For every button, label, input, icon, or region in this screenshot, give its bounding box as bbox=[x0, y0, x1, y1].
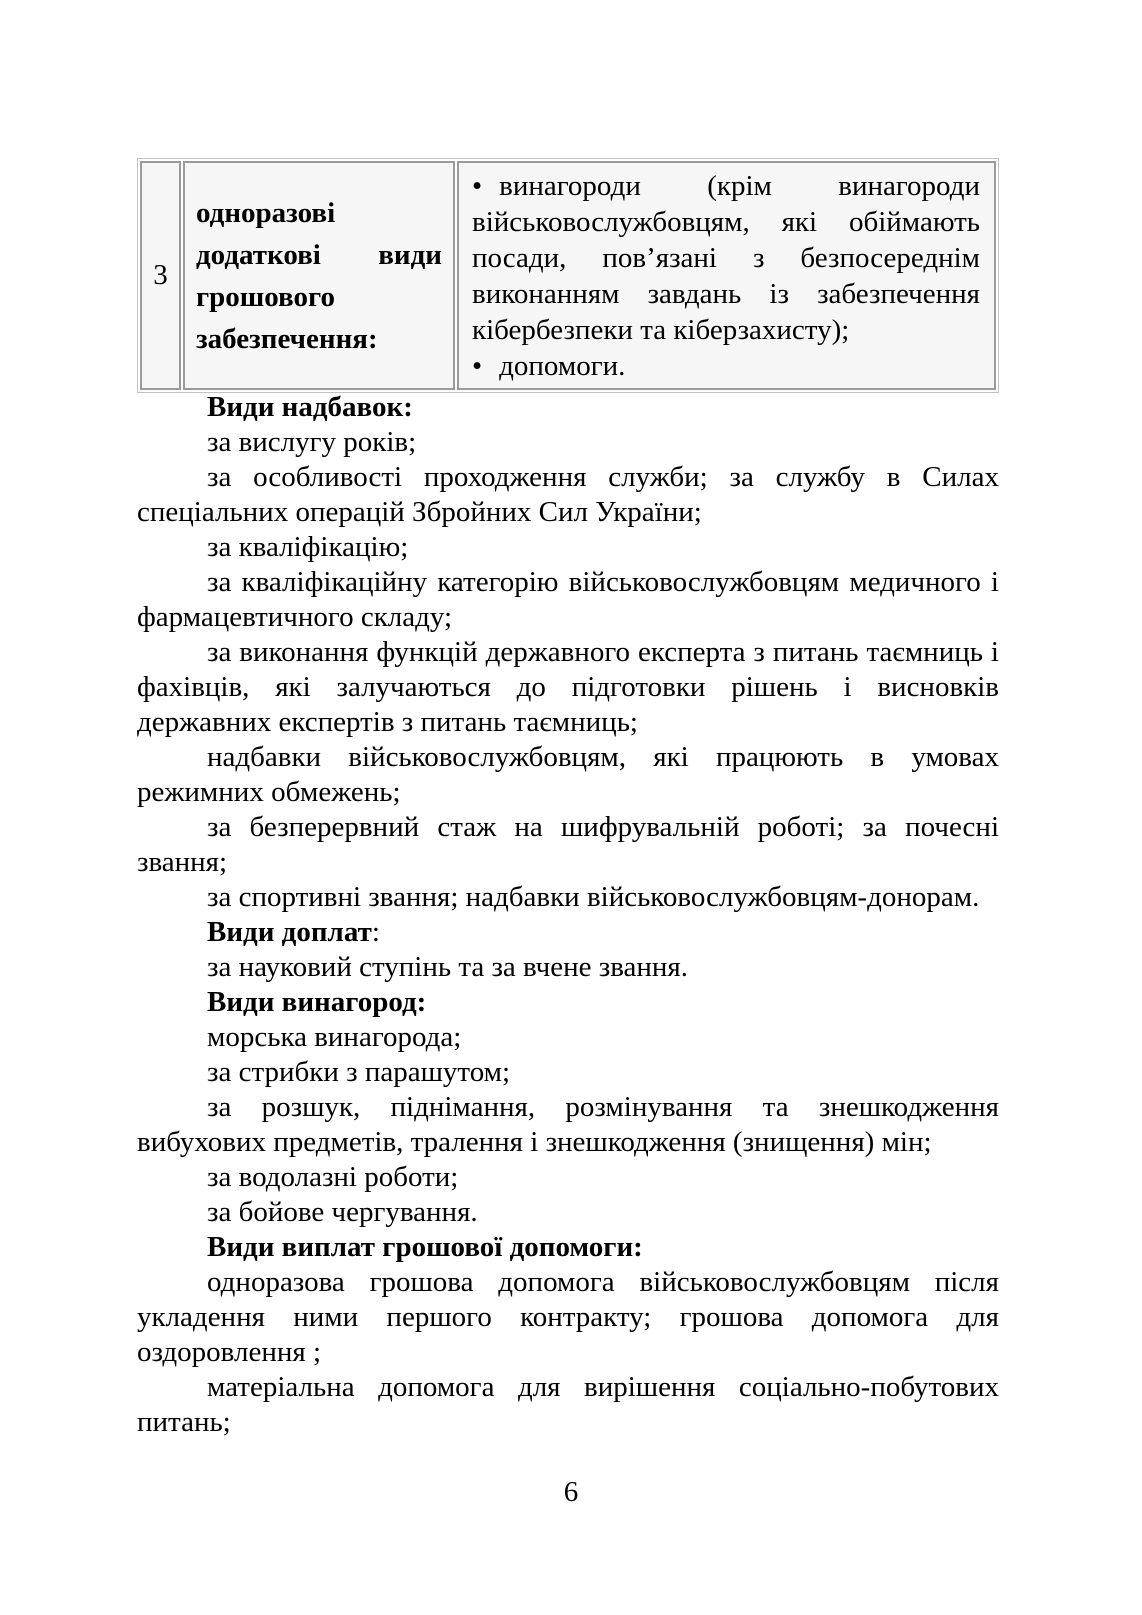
paragraph-text: матеріальна допомога для вирішення соціально-побутових питань; bbox=[137, 1371, 999, 1438]
body-paragraph bbox=[137, 530, 999, 565]
body-paragraph bbox=[137, 740, 999, 810]
paragraph-bold: Види надбавок: bbox=[207, 391, 413, 423]
table-label: одноразові додаткові види грошового забезпечення: bbox=[196, 196, 442, 355]
body-paragraph bbox=[137, 1160, 999, 1195]
body-paragraph bbox=[137, 390, 999, 425]
paragraph-bold: Види виплат грошової допомоги: bbox=[207, 1231, 643, 1263]
body-text bbox=[137, 390, 999, 1440]
table-row-number-cell bbox=[140, 161, 181, 390]
list-item-text: винагороди (крім винагороди військовослужбовцям, які обіймають посади, пов’язані з безпосереднім виконанням завдань із забезпечення кібербезпеки та кіберзахисту); bbox=[472, 170, 980, 346]
body-paragraph bbox=[137, 1195, 999, 1230]
body-paragraph bbox=[137, 1055, 999, 1090]
body-paragraph bbox=[137, 1090, 999, 1160]
paragraph-text: морська винагорода; bbox=[207, 1021, 462, 1053]
paragraph-bold: Види винагород: bbox=[207, 986, 427, 1018]
paragraph-text: за особливості проходження служби; за службу в Силах спеціальних операцій Збройних Сил України; bbox=[137, 461, 999, 528]
paragraph-text: за кваліфікацію; bbox=[207, 531, 409, 563]
body-paragraph bbox=[137, 565, 999, 635]
paragraph-text: за кваліфікаційну категорію військовослужбовцям медичного і фармацевтичного складу; bbox=[137, 566, 999, 633]
row-number: 3 bbox=[153, 259, 168, 291]
bullet-icon: • bbox=[472, 170, 483, 202]
paragraph-text: за водолазні роботи; bbox=[207, 1161, 459, 1193]
paragraph-text: надбавки військовослужбовцям, які працюють в умовах режимних обмежень; bbox=[137, 741, 999, 808]
table-label-cell bbox=[183, 161, 455, 390]
paragraph-text: за спортивні звання; надбавки військовослужбовцям-донорам. bbox=[207, 881, 980, 913]
allowances-table bbox=[137, 158, 999, 393]
body-paragraph bbox=[137, 1230, 999, 1265]
paragraph-text: за безперервний стаж на шифрувальній роботі; за почесні звання; bbox=[137, 811, 999, 878]
body-paragraph bbox=[137, 1020, 999, 1055]
body-paragraph bbox=[137, 425, 999, 460]
list-item bbox=[472, 348, 980, 384]
body-paragraph bbox=[137, 810, 999, 880]
paragraph-text: за бойове чергування. bbox=[207, 1196, 478, 1228]
page-number: 6 bbox=[563, 1476, 579, 1508]
bullet-icon: • bbox=[472, 350, 483, 382]
paragraph-text: за виконання функцій державного експерта з питань таємниць і фахівців, які залучаються до підготовки рішень і висновків державних експертів з питань таємниць; bbox=[137, 636, 999, 738]
paragraph-bold: Види доплат bbox=[207, 916, 372, 948]
paragraph-text: за науковий ступінь та за вчене звання. bbox=[207, 951, 689, 983]
list-item bbox=[472, 168, 980, 348]
paragraph-text: одноразова грошова допомога військовослужбовцям після укладення ними першого контракту; грошова допомога для оздоровлення ; bbox=[137, 1266, 999, 1368]
body-paragraph bbox=[137, 915, 999, 950]
body-paragraph bbox=[137, 460, 999, 530]
body-paragraph bbox=[137, 635, 999, 740]
table-content-cell bbox=[457, 161, 996, 390]
list-item-text: допомоги. bbox=[499, 350, 626, 382]
body-paragraph bbox=[137, 1265, 999, 1370]
paragraph-text: : bbox=[371, 916, 380, 948]
body-paragraph bbox=[137, 880, 999, 915]
table-row bbox=[140, 161, 996, 390]
paragraph-text: за вислугу років; bbox=[207, 426, 417, 458]
paragraph-text: за розшук, піднімання, розмінування та знешкодження вибухових предметів, тралення і знешкодження (знищення) мін; bbox=[137, 1091, 999, 1158]
body-paragraph bbox=[137, 950, 999, 985]
paragraph-text: за стрибки з парашутом; bbox=[207, 1056, 511, 1088]
body-paragraph bbox=[137, 1370, 999, 1440]
body-paragraph bbox=[137, 985, 999, 1020]
